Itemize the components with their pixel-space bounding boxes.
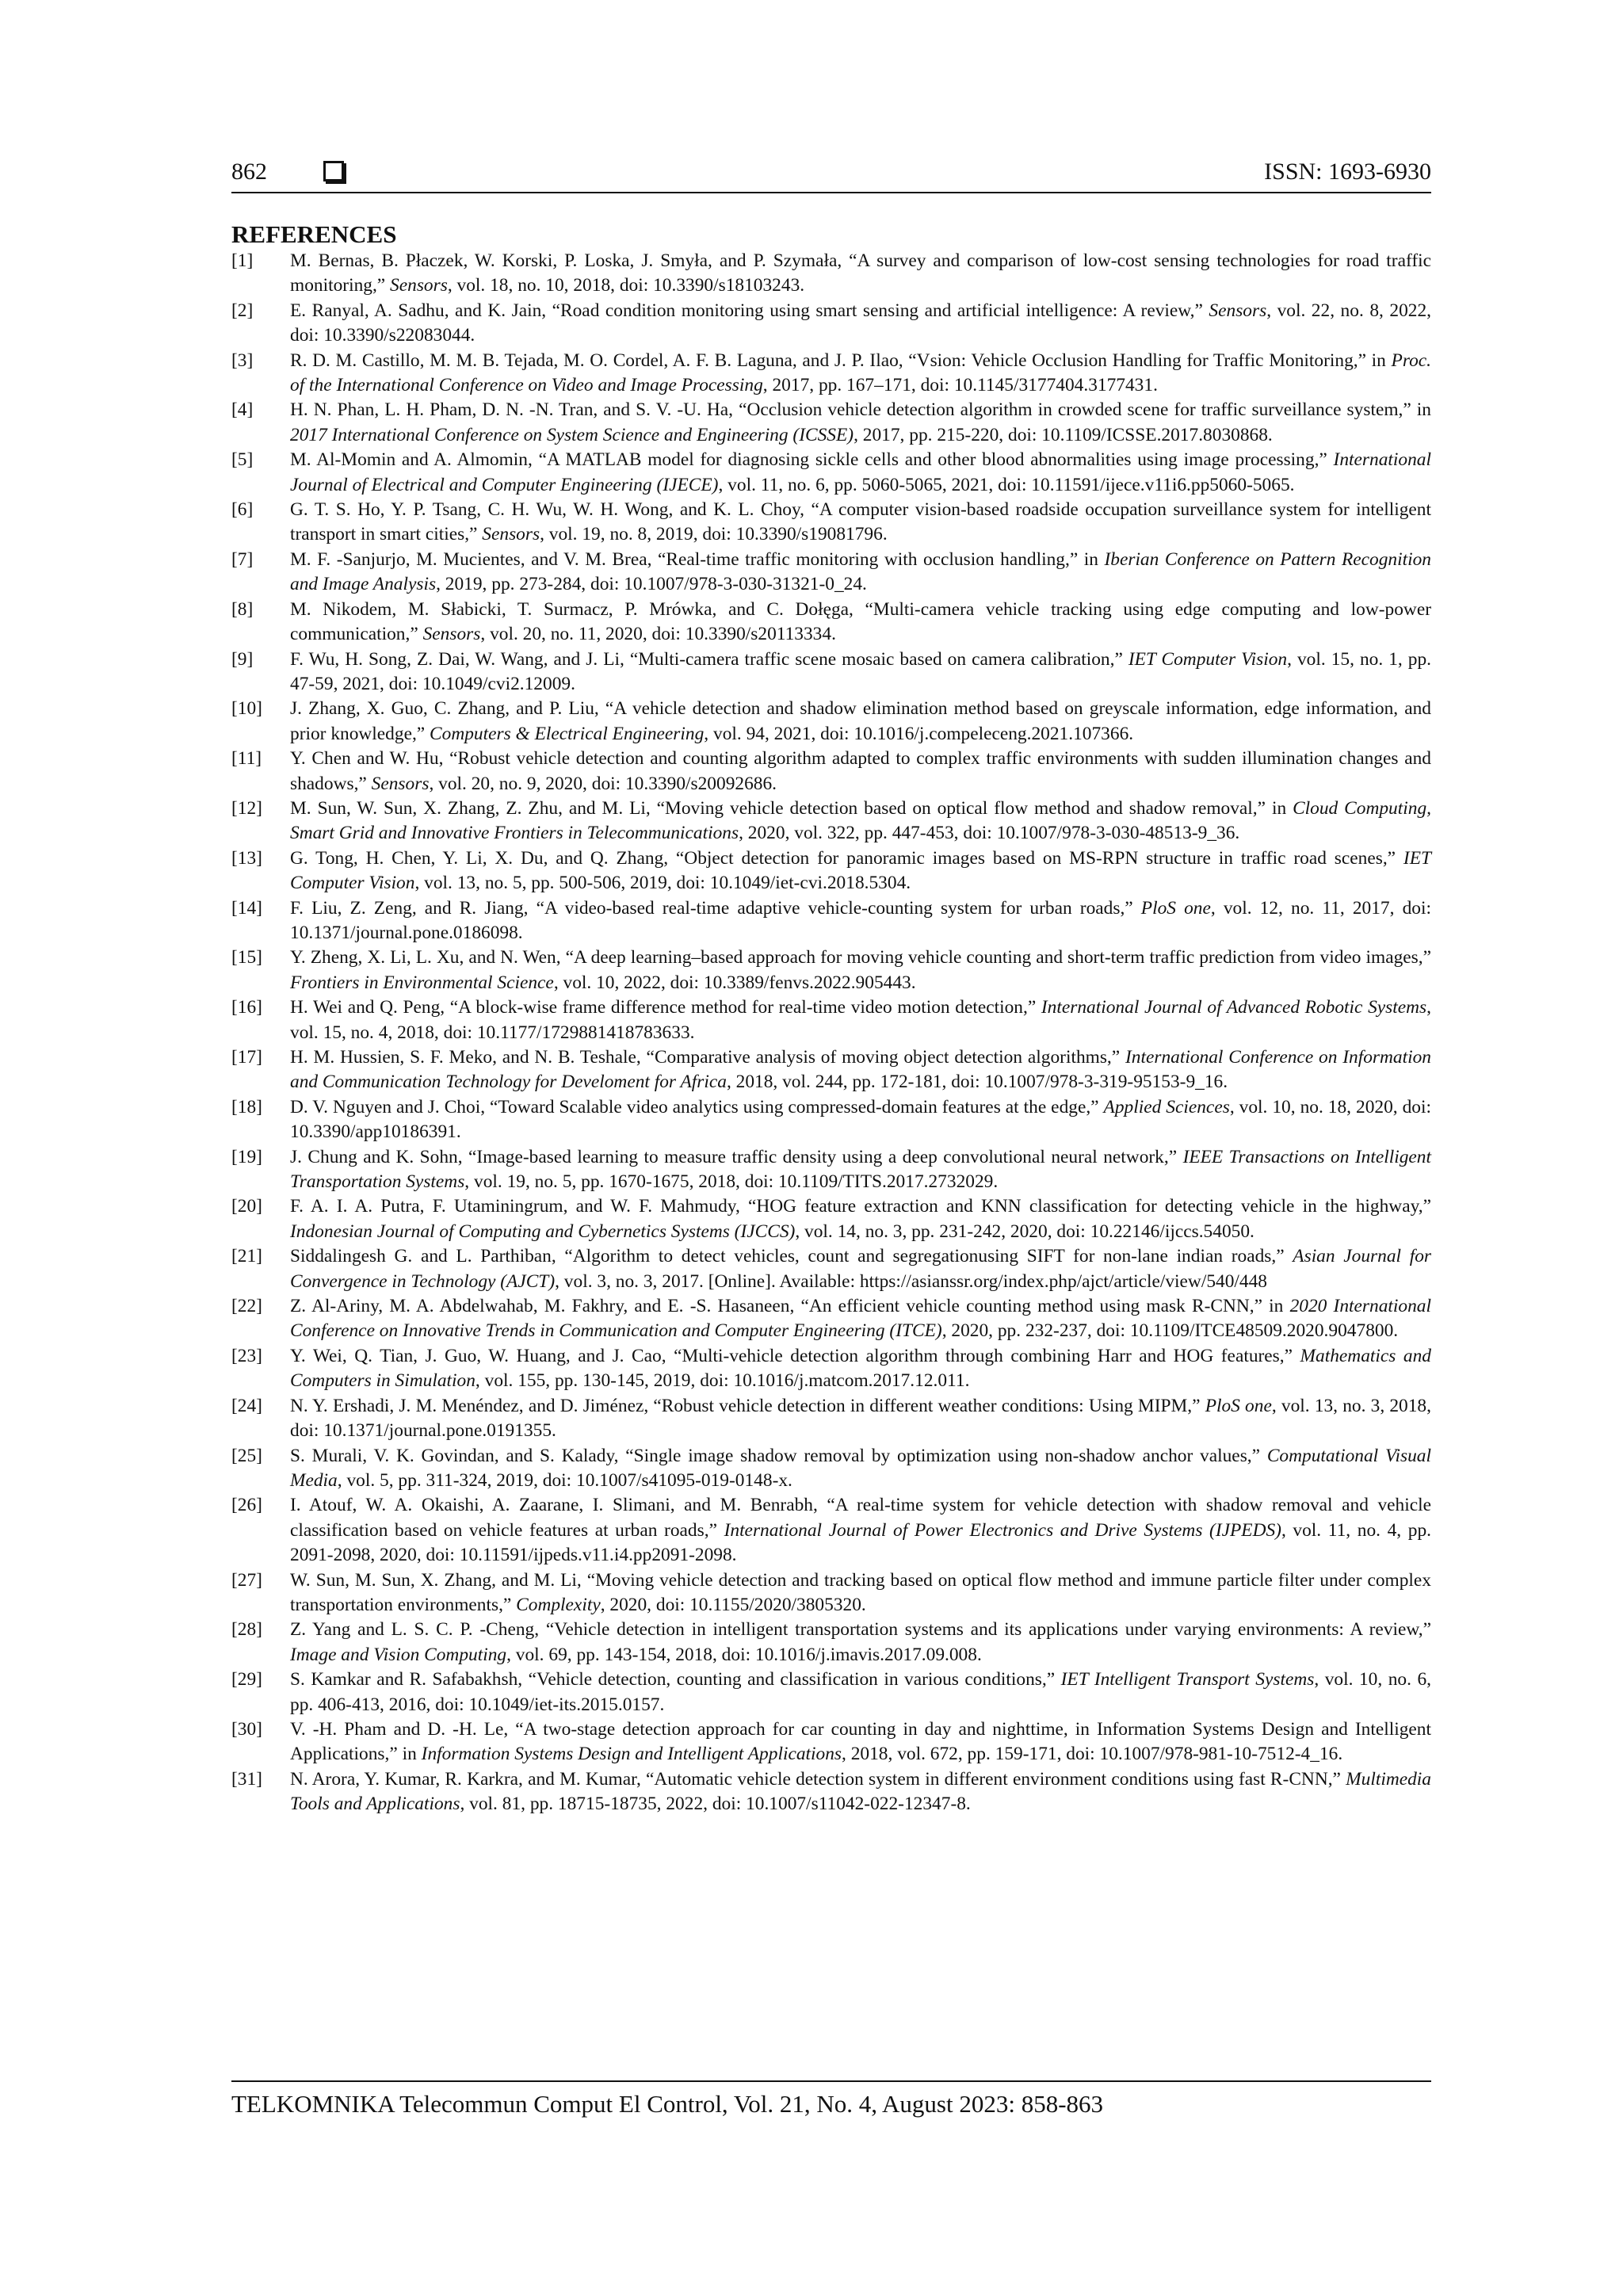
reference-item — [231, 1493, 1431, 1568]
reference-text: M. F. -Sanjurjo, M. Mucientes, and V. M. Brea, “Real-time traffic monitoring with occlusion handling,” in Iberian Conference on Pattern Recognition and Image Analysis, 2019, pp. 273-284, doi: 10.1007/978-3-030-31321-0_24. — [290, 548, 1431, 595]
reference-text: N. Y. Ershadi, J. M. Menéndez, and D. Jiménez, “Robust vehicle detection in different weather conditions: Using MIPM,” PloS one, vol. 13, no. 3, 2018, doi: 10.1371/journal.pone.0191355. — [290, 1395, 1431, 1442]
page-header — [231, 154, 1431, 190]
reference-text: I. Atouf, W. A. Okaishi, A. Zaarane, I. Slimani, and M. Benrabh, “A real-time system for vehicle detection with shadow removal and vehicle classification based on vehicle features at urban roads,” International Journal of Power Electronics and Drive Systems (IJPEDS), vol. 11, no. 4, pp. 2091-2098, 2020, doi: 10.11591/ijpeds.v11.i4.pp2091-2098. — [290, 1495, 1432, 1566]
square-box-icon — [323, 161, 344, 181]
reference-text: E. Ranyal, A. Sadhu, and K. Jain, “Road condition monitoring using smart sensing and artificial intelligence: A review,” Sensors, vol. 22, no. 8, 2022, doi: 10.3390/s22083044. — [290, 300, 1431, 346]
reference-text: V. -H. Pham and D. -H. Le, “A two-stage detection approach for car counting in day and nighttime, in Information Systems Design and Intelligent Applications,” in Information Systems Design and Intelligent Applications, 2018, vol. 672, pp. 159-171, doi: 10.1007/978-981-10-7512-4_16. — [290, 1718, 1431, 1765]
reference-label: [1] — [231, 250, 254, 271]
reference-text: G. Tong, H. Chen, Y. Li, X. Du, and Q. Zhang, “Object detection for panoramic images based on MS-RPN structure in traffic road scenes,” IET Computer Vision, vol. 13, no. 5, pp. 500-506, 2019, doi: 10.1049/iet-cvi.2018.5304. — [290, 847, 1431, 894]
reference-label: [22] — [231, 1296, 262, 1317]
reference-label: [8] — [231, 598, 254, 620]
reference-text: Y. Wei, Q. Tian, J. Guo, W. Huang, and J. Cao, “Multi-vehicle detection algorithm through combining Harr and HOG features,” Mathematics and Computers in Simulation, vol. 155, pp. 130-145, 2019, doi: 10.1016/j.matcom.2017.12.011. — [290, 1345, 1431, 1392]
reference-text: J. Chung and K. Sohn, “Image-based learning to measure traffic density using a deep convolutional neural network,” IEEE Transactions on Intelligent Transportation Systems, vol. 19, no. 5, pp. 1670-1675, 2018, doi: 10.1109/TITS.2017.2732029. — [290, 1146, 1431, 1193]
reference-text: Siddalingesh G. and L. Parthiban, “Algorithm to detect vehicles, count and segregationusing SIFT for non-lane indian roads,” Asian Journal for Convergence in Technology (AJCT), vol. 3, no. 3, 2017. [Online]. Available: https://asianssr.org/index.php/ajct/article/view/540/448 — [290, 1246, 1431, 1292]
reference-item — [231, 747, 1431, 797]
reference-text: G. T. S. Ho, Y. P. Tsang, C. H. Wu, W. H. Wong, and K. L. Choy, “A computer vision-based roadside occupation surveillance system for intelligent transport in smart cities,” Sensors, vol. 19, no. 8, 2019, doi: 10.3390/s19081796. — [290, 499, 1431, 545]
reference-label: [27] — [231, 1569, 262, 1591]
reference-text: H. M. Hussien, S. F. Meko, and N. B. Teshale, “Comparative analysis of moving object detection algorithms,” International Conference on Information and Communication Technology for Develoment for Africa, 2018, vol. 244, pp. 172-181, doi: 10.1007/978-3-319-95153-9_16. — [290, 1047, 1431, 1093]
reference-item — [231, 1294, 1431, 1344]
reference-item — [231, 249, 1431, 299]
page-number: 862 — [231, 159, 267, 185]
reference-item — [231, 398, 1431, 448]
reference-text: M. Nikodem, M. Słabicki, T. Surmacz, P. Mrówka, and C. Dołęga, “Multi-camera vehicle tracking using edge computing and low-power communication,” Sensors, vol. 20, no. 11, 2020, doi: 10.3390/s20113334. — [290, 598, 1431, 645]
reference-item — [231, 697, 1431, 747]
reference-text: F. A. I. A. Putra, F. Utaminingrum, and W. F. Mahmudy, “HOG feature extraction and KNN classification for detecting vehicle in the highway,” Indonesian Journal of Computing and Cybernetics Systems (IJCCS), vol. 14, no. 3, pp. 231-242, 2020, doi: 10.22146/ijccs.54050. — [290, 1196, 1431, 1242]
reference-item — [231, 1668, 1431, 1717]
section-title: REFERENCES — [231, 220, 397, 248]
reference-text: Z. Al-Ariny, M. A. Abdelwahab, M. Fakhry, and E. -S. Hasaneen, “An efficient vehicle counting method using mask R-CNN,” in 2020 International Conference on Innovative Trends in Communication and Computer Engineering (ITCE), 2020, pp. 232-237, doi: 10.1109/ITCE48509.2020.9047800. — [290, 1296, 1431, 1342]
reference-item — [231, 946, 1431, 995]
reference-item — [231, 1194, 1431, 1244]
reference-label: [24] — [231, 1395, 262, 1416]
reference-label: [7] — [231, 548, 254, 570]
reference-text: R. D. M. Castillo, M. M. B. Tejada, M. O. Cordel, A. F. B. Laguna, and J. P. Ilao, “Vsion: Vehicle Occlusion Handling for Traffic Monitoring,” in Proc. of the International Conference on Video and Image Processing, 2017, pp. 167–171, doi: 10.1145/3177404.3177431. — [290, 350, 1431, 396]
reference-label: [15] — [231, 947, 262, 968]
reference-text: F. Liu, Z. Zeng, and R. Jiang, “A video-based real-time adaptive vehicle-counting system for urban roads,” PloS one, vol. 12, no. 11, 2017, doi: 10.1371/journal.pone.0186098. — [290, 897, 1431, 943]
reference-label: [18] — [231, 1096, 262, 1117]
reference-label: [13] — [231, 847, 262, 869]
reference-label: [2] — [231, 300, 254, 321]
reference-text: S. Kamkar and R. Safabakhsh, “Vehicle detection, counting and classification in various conditions,” IET Intelligent Transport Systems, vol. 10, no. 6, pp. 406-413, 2016, doi: 10.1049/iet-its.2015.0157. — [290, 1669, 1432, 1715]
reference-text: M. Al-Momin and A. Almomin, “A MATLAB model for diagnosing sickle cells and other blood abnormalities using image processing,” International Journal of Electrical and Computer Engineering (IJECE), vol. 11, no. 6, pp. 5060-5065, 2021, doi: 10.11591/ijece.v11i6.pp5060-5065. — [290, 449, 1431, 495]
reference-label: [25] — [231, 1445, 262, 1466]
reference-label: [29] — [231, 1669, 262, 1690]
reference-label: [9] — [231, 648, 254, 670]
reference-label: [19] — [231, 1146, 262, 1167]
reference-label: [26] — [231, 1495, 262, 1516]
reference-item — [231, 1045, 1431, 1095]
page-footer: TELKOMNIKA Telecommun Comput El Control, Vol. 21, No. 4, August 2023: 858-863 — [231, 2090, 1104, 2118]
reference-item — [231, 1618, 1431, 1668]
reference-text: Y. Zheng, X. Li, L. Xu, and N. Wen, “A deep learning–based approach for moving vehicle counting and short-term traffic prediction from video images,” Frontiers in Environmental Science, vol. 10, 2022, doi: 10.3389/fenvs.2022.905443. — [290, 947, 1431, 993]
reference-item — [231, 1344, 1431, 1394]
issn: ISSN: 1693-6930 — [1264, 159, 1431, 185]
reference-text: S. Murali, V. K. Govindan, and S. Kalady, “Single image shadow removal by optimization using non-shadow anchor values,” Computational Visual Media, vol. 5, pp. 311-324, 2019, doi: 10.1007/s41095-019-0148-x. — [290, 1445, 1431, 1491]
reference-text: J. Zhang, X. Guo, C. Zhang, and P. Liu, “A vehicle detection and shadow elimination method based on greyscale information, edge information, and prior knowledge,” Computers & Electrical Engineering, vol. 94, 2021, doi: 10.1016/j.compeleceng.2021.107366. — [290, 698, 1431, 744]
reference-label: [17] — [231, 1047, 262, 1068]
reference-label: [21] — [231, 1246, 262, 1267]
header-rule — [231, 192, 1431, 193]
reference-label: [20] — [231, 1196, 262, 1217]
reference-item — [231, 1095, 1431, 1145]
reference-item — [231, 1444, 1431, 1494]
reference-item — [231, 448, 1431, 498]
reference-text: N. Arora, Y. Kumar, R. Karkra, and M. Kumar, “Automatic vehicle detection system in different environment conditions using fast R-CNN,” Multimedia Tools and Applications, vol. 81, pp. 18715-18735, 2022, doi: 10.1007/s11042-022-12347-8. — [290, 1768, 1431, 1815]
reference-label: [30] — [231, 1718, 262, 1740]
reference-label: [16] — [231, 997, 262, 1018]
reference-item — [231, 1717, 1431, 1767]
reference-label: [4] — [231, 399, 254, 421]
reference-label: [3] — [231, 350, 254, 371]
reference-label: [12] — [231, 797, 262, 819]
reference-text: W. Sun, M. Sun, X. Zhang, and M. Li, “Moving vehicle detection and tracking based on optical flow method and immune particle filter under complex transportation environments,” Complexity, 2020, doi: 10.1155/2020/3805320. — [290, 1569, 1431, 1615]
reference-text: Y. Chen and W. Hu, “Robust vehicle detection and counting algorithm adapted to complex traffic environments with sudden illumination changes and shadows,” Sensors, vol. 20, no. 9, 2020, doi: 10.3390/s20092686. — [290, 748, 1431, 794]
reference-label: [11] — [231, 748, 262, 770]
reference-text: M. Sun, W. Sun, X. Zhang, Z. Zhu, and M. Li, “Moving vehicle detection based on optical flow method and shadow removal,” in Cloud Computing, Smart Grid and Innovative Frontiers in Telecommunications, 2020, vol. 322, pp. 447-453, doi: 10.1007/978-3-030-48513-9_36. — [290, 797, 1431, 844]
reference-label: [5] — [231, 449, 254, 471]
reference-label: [10] — [231, 698, 262, 720]
reference-item — [231, 349, 1431, 399]
reference-text: H. N. Phan, L. H. Pham, D. N. -N. Tran, and S. V. -U. Ha, “Occlusion vehicle detection algorithm in crowded scene for traffic surveillance system,” in 2017 International Conference on System Science and Engineering (ICSSE), 2017, pp. 215-220, doi: 10.1109/ICSSE.2017.8030868. — [290, 399, 1431, 445]
reference-item — [231, 1568, 1431, 1618]
reference-label: [6] — [231, 499, 254, 521]
reference-text: M. Bernas, B. Płaczek, W. Korski, P. Loska, J. Smyła, and P. Szymała, “A survey and comparison of low-cost sensing technologies for road traffic monitoring,” Sensors, vol. 18, no. 10, 2018, doi: 10.3390/s18103243. — [290, 250, 1431, 296]
reference-label: [28] — [231, 1619, 262, 1641]
reference-item — [231, 299, 1431, 349]
reference-label: [23] — [231, 1345, 262, 1366]
reference-item — [231, 797, 1431, 846]
reference-item — [231, 846, 1431, 896]
reference-item — [231, 1767, 1431, 1817]
reference-item — [231, 498, 1431, 548]
reference-item — [231, 896, 1431, 946]
reference-text: Z. Yang and L. S. C. P. -Cheng, “Vehicle detection in intelligent transportation systems and its applications under varying environments: A review,” Image and Vision Computing, vol. 69, pp. 143-154, 2018, doi: 10.1016/j.imavis.2017.09.008. — [290, 1619, 1431, 1665]
reference-text: D. V. Nguyen and J. Choi, “Toward Scalable video analytics using compressed-domain features at the edge,” Applied Sciences, vol. 10, no. 18, 2020, doi: 10.3390/app10186391. — [290, 1096, 1431, 1143]
reference-item — [231, 598, 1431, 648]
reference-item — [231, 648, 1431, 697]
reference-item — [231, 1145, 1431, 1195]
reference-item — [231, 1244, 1431, 1294]
reference-list — [231, 249, 1431, 1817]
reference-text: F. Wu, H. Song, Z. Dai, W. Wang, and J. Li, “Multi-camera traffic scene mosaic based on camera calibration,” IET Computer Vision, vol. 15, no. 1, pp. 47-59, 2021, doi: 10.1049/cvi2.12009. — [290, 648, 1431, 694]
reference-label: [31] — [231, 1768, 262, 1790]
reference-text: H. Wei and Q. Peng, “A block-wise frame difference method for real-time video motion detection,” International Journal of Advanced Robotic Systems, vol. 15, no. 4, 2018, doi: 10.1177/1729881418783633. — [290, 997, 1431, 1043]
reference-label: [14] — [231, 897, 262, 919]
footer-rule — [231, 2080, 1431, 2082]
reference-item — [231, 548, 1431, 598]
reference-item — [231, 995, 1431, 1045]
reference-item — [231, 1394, 1431, 1444]
